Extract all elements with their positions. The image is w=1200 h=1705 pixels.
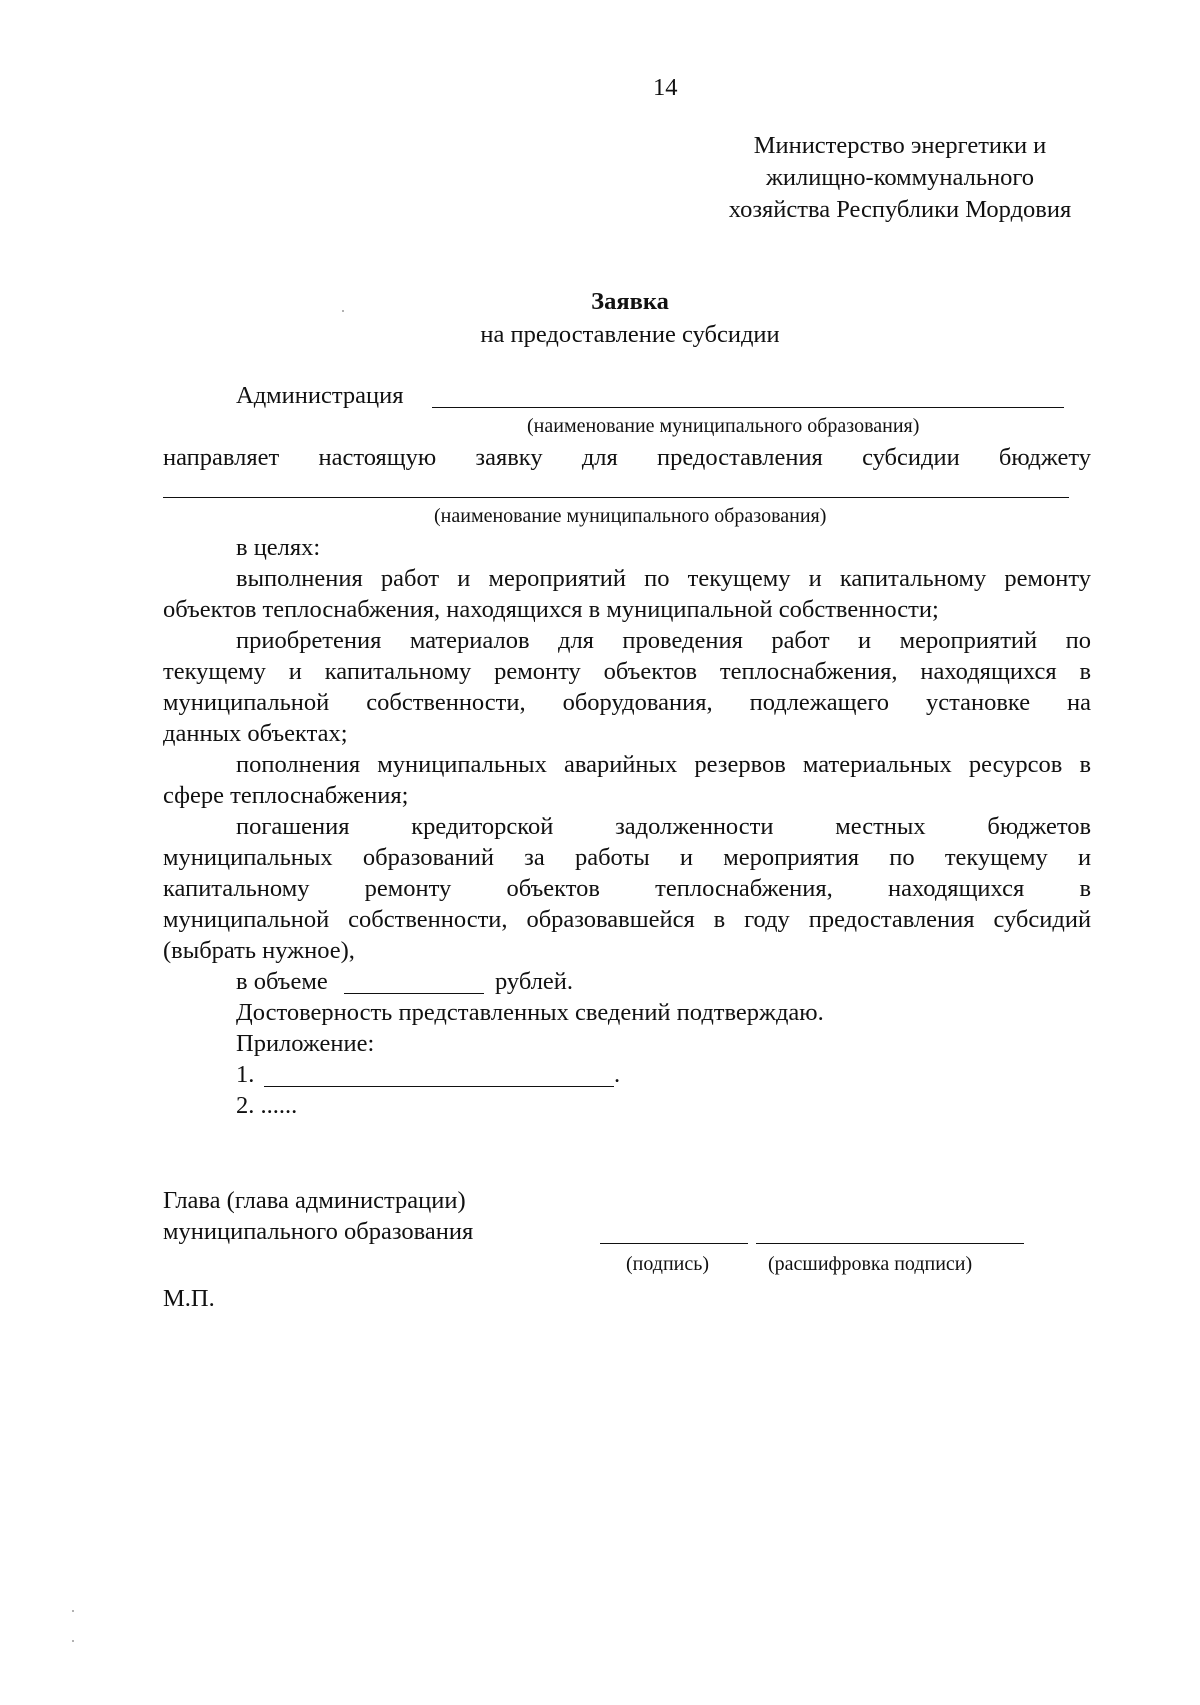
word: ремонту: [364, 875, 452, 902]
word: выполнения: [236, 565, 363, 592]
purpose-4-line-3: [163, 873, 1091, 904]
word: капитальному: [163, 875, 310, 902]
word: в: [1079, 658, 1092, 685]
word: подлежащего: [749, 689, 890, 716]
word: бюджетов: [987, 813, 1092, 840]
confirmation-text: Достоверность представленных сведений подтверждаю.: [236, 999, 824, 1026]
word: собственности,: [366, 689, 526, 716]
word: ремонту: [494, 658, 581, 685]
word: и: [858, 627, 872, 654]
word: теплоснабжения,: [719, 658, 898, 685]
word: капитальному: [839, 565, 987, 592]
signature-blank: [600, 1243, 748, 1244]
word: направляет: [163, 444, 280, 471]
municipality-name-blank-2: [163, 497, 1069, 498]
word: работ: [380, 565, 440, 592]
word: мероприятий: [899, 627, 1038, 654]
signature-decode-blank: [756, 1243, 1024, 1244]
word: в: [713, 906, 726, 933]
purpose-4-line-2: [163, 842, 1091, 873]
word: субсидий: [993, 906, 1092, 933]
word: за: [524, 844, 545, 871]
word: работ: [771, 627, 830, 654]
purpose-4-line-4: [163, 904, 1091, 935]
word: мероприятий: [488, 565, 627, 592]
attachment-1-number: 1.: [236, 1061, 255, 1088]
purpose-1-line-1: [236, 563, 1091, 594]
administration-label: Администрация: [236, 382, 404, 409]
amount-suffix: рублей.: [495, 968, 574, 995]
word: материалов: [409, 627, 530, 654]
amount-blank: [344, 993, 484, 994]
word: муниципальных: [163, 844, 333, 871]
word: материальных: [802, 751, 952, 778]
purpose-3-line-2: сфере теплоснабжения;: [163, 782, 409, 809]
municipality-name-blank-1: [432, 407, 1064, 408]
word: по: [1065, 627, 1092, 654]
amount-prefix: в объеме: [236, 968, 328, 995]
municipality-caption-1: (наименование муниципального образования): [527, 415, 920, 437]
page-number: 14: [653, 74, 678, 101]
word: и: [808, 565, 822, 592]
word: ресурсов: [968, 751, 1063, 778]
document-title: Заявка: [591, 288, 669, 315]
scan-speck: [342, 310, 344, 312]
word: и: [457, 565, 471, 592]
word: и: [1077, 844, 1092, 871]
word: заявку: [475, 444, 543, 471]
word: текущему: [163, 658, 266, 685]
purpose-2-line-2: [163, 656, 1091, 687]
word: муниципальных: [377, 751, 547, 778]
word: находящихся: [887, 875, 1025, 902]
scan-speck: [72, 1640, 74, 1642]
sends-line: [163, 442, 1091, 473]
signature-caption: (подпись): [626, 1253, 710, 1275]
purpose-2-line-3: [163, 687, 1091, 718]
addressee-line-1: Министерство энергетики и: [753, 132, 1047, 159]
word: аварийных: [563, 751, 678, 778]
word: установке: [925, 689, 1031, 716]
word: образований: [362, 844, 494, 871]
word: и: [679, 844, 694, 871]
word: субсидии: [862, 444, 960, 471]
word: погашения: [236, 813, 350, 840]
word: и: [288, 658, 302, 685]
word: работы: [574, 844, 650, 871]
word: местных: [835, 813, 926, 840]
word: пополнения: [236, 751, 361, 778]
word: на: [1067, 689, 1092, 716]
word: муниципальной: [163, 906, 330, 933]
municipality-caption-2: (наименование муниципального образования): [434, 505, 827, 527]
word: году: [744, 906, 790, 933]
word: кредиторской: [411, 813, 554, 840]
purposes-lead: в целях:: [236, 534, 321, 561]
word: образовавшейся: [526, 906, 695, 933]
word: объектов: [603, 658, 698, 685]
addressee-line-3: хозяйства Республики Мордовия: [728, 196, 1072, 223]
attachment-1-end: .: [614, 1061, 621, 1088]
purpose-4-line-5: (выбрать нужное),: [163, 937, 355, 964]
word: текущему: [944, 844, 1048, 871]
word: собственности,: [348, 906, 508, 933]
purpose-1-line-2: объектов теплоснабжения, находящихся в муниципальной собственности;: [163, 596, 939, 623]
word: мероприятия: [723, 844, 859, 871]
word: капитальному: [324, 658, 472, 685]
word: бюджету: [998, 444, 1092, 471]
attachments-label: Приложение:: [236, 1030, 375, 1057]
word: находящихся: [920, 658, 1057, 685]
word: настоящую: [318, 444, 437, 471]
word: оборудования,: [562, 689, 713, 716]
word: для: [581, 444, 618, 471]
word: резервов: [694, 751, 786, 778]
word: в: [1079, 751, 1092, 778]
head-title-line-1: Глава (глава администрации): [163, 1187, 466, 1214]
word: в: [1079, 875, 1092, 902]
scan-speck: [72, 1610, 74, 1612]
word: объектов: [506, 875, 600, 902]
attachment-1-blank: [264, 1086, 614, 1087]
word: по: [644, 565, 670, 592]
purpose-4-line-1: [236, 811, 1091, 842]
head-title-line-2: муниципального образования: [163, 1218, 474, 1245]
word: проведения: [622, 627, 743, 654]
word: предоставления: [657, 444, 823, 471]
purpose-2-line-1: [236, 625, 1091, 656]
purpose-2-line-4: данных объектах;: [163, 720, 348, 747]
purpose-3-line-1: [236, 749, 1091, 780]
seal-mark: М.П.: [163, 1285, 215, 1312]
word: для: [557, 627, 594, 654]
attachment-2: 2. ......: [236, 1092, 298, 1119]
word: задолженности: [615, 813, 774, 840]
signature-decode-caption: (расшифровка подписи): [768, 1253, 973, 1275]
word: предоставления: [808, 906, 975, 933]
word: ремонту: [1004, 565, 1092, 592]
word: теплоснабжения,: [655, 875, 833, 902]
document-subtitle: на предоставление субсидии: [480, 321, 780, 348]
word: муниципальной: [163, 689, 330, 716]
word: по: [889, 844, 915, 871]
addressee-line-2: жилищно-коммунального: [765, 164, 1035, 191]
word: приобретения: [236, 627, 382, 654]
addressee-block: [690, 130, 1110, 226]
word: текущему: [687, 565, 791, 592]
